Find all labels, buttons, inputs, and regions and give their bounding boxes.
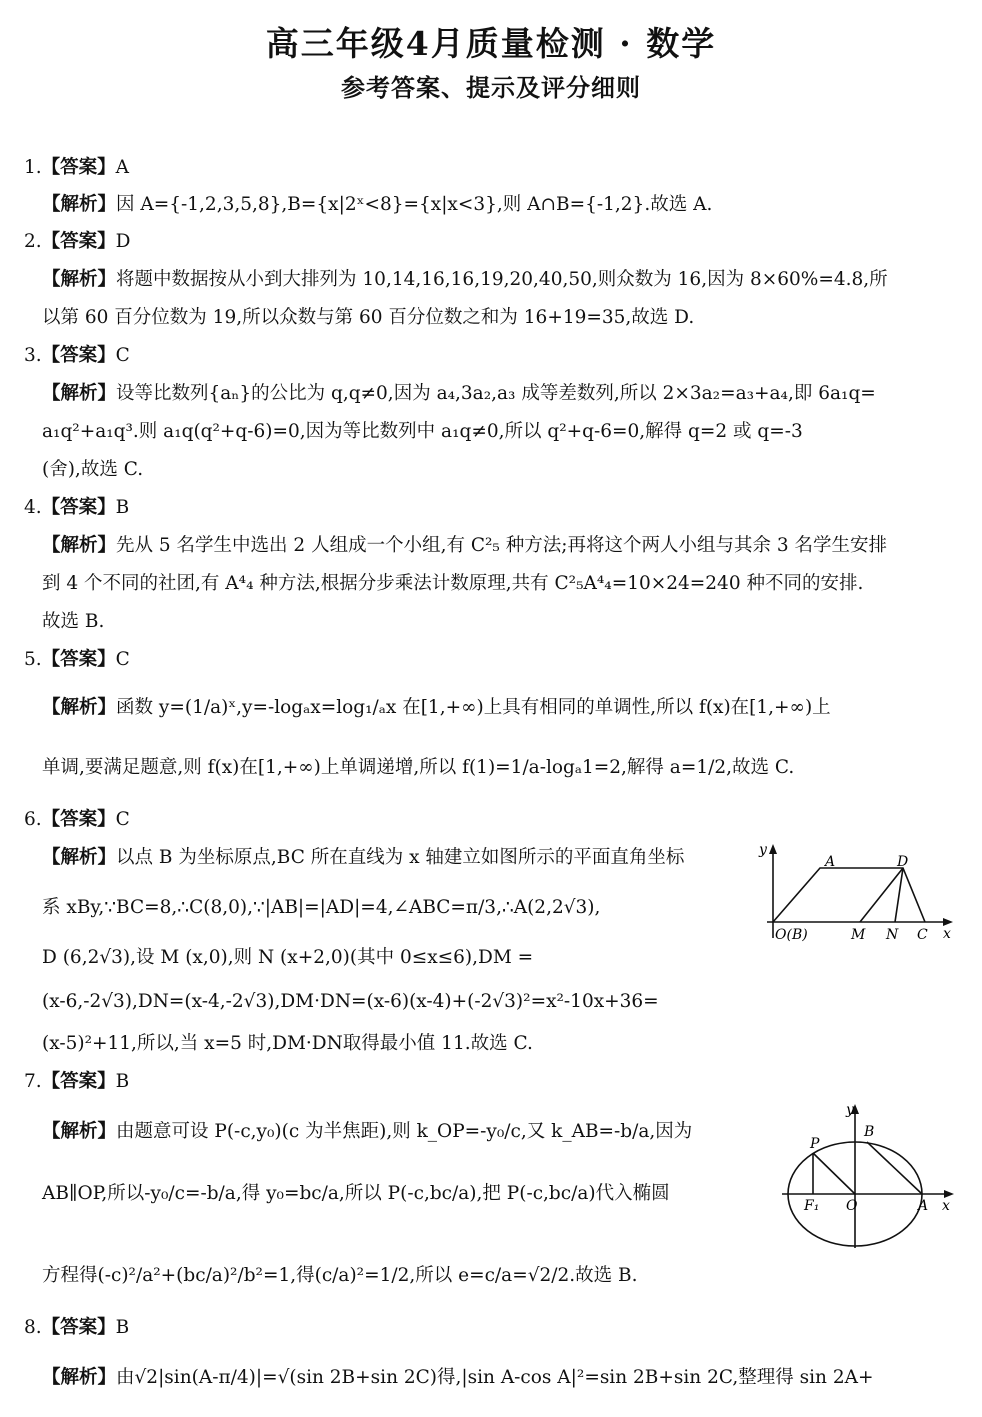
q7-analysis-line2: AB∥OP,所以-y₀/c=-b/a,得 y₀=bc/a,所以 P(-c,bc/a),把 P(-c,bc/a)代入椭圆: [42, 1183, 670, 1204]
q6-analysis-line4: (x-6,-2√3),DN=(x-4,-2√3),DM·DN=(x-6)(x-4)+(-2√3)²=x²-10x+36=: [42, 991, 659, 1012]
question-number: 8.: [24, 1317, 42, 1338]
fig-label-x: x: [942, 1198, 950, 1214]
fig-label-c: C: [917, 927, 928, 943]
q8-answer: [24, 1316, 129, 1340]
answer-label: 【答案】: [41, 157, 116, 178]
q5-analysis: [42, 696, 831, 720]
answer-value: B: [115, 1317, 130, 1338]
fig-label-o: O: [846, 1198, 858, 1214]
answer-label: 【答案】: [41, 345, 116, 366]
answer-value: A: [115, 157, 130, 178]
analysis-text: 由题意可设 P(-c,y₀)(c 为半焦距),则 k_OP=-y₀/c,又 k_AB=-b/a,因为: [116, 1121, 693, 1142]
q3-analysis: [42, 382, 876, 406]
question-number: 4.: [24, 497, 42, 518]
q5-analysis-line2: 单调,要满足题意,则 f(x)在[1,+∞)上单调递增,所以 f(1)=1/a-logₐ1=2,解得 a=1/2,故选 C.: [42, 757, 795, 778]
question-number: 2.: [24, 231, 42, 252]
q2-analysis-line2: 以第 60 百分位数为 19,所以众数与第 60 百分位数之和为 16+19=35,故选 D.: [42, 307, 695, 328]
fig-label-y: y: [846, 1102, 854, 1118]
answer-value: D: [115, 231, 131, 252]
question-number: 7.: [24, 1071, 42, 1092]
question-number: 1.: [24, 157, 42, 178]
analysis-text: 将题中数据按从小到大排列为 10,14,16,16,19,20,40,50,则众数为 16,因为 8×60%=4.8,所: [116, 269, 888, 290]
q2-answer: [24, 230, 131, 254]
analysis-text: 以点 B 为坐标原点,BC 所在直线为 x 轴建立如图所示的平面直角坐标: [116, 847, 685, 868]
answer-value: C: [115, 345, 130, 366]
analysis-label: 【解析】: [42, 1121, 117, 1142]
answer-label: 【答案】: [41, 1071, 116, 1092]
analysis-label: 【解析】: [42, 847, 117, 868]
fig-label-a: A: [918, 1198, 929, 1214]
segment-op: [813, 1153, 855, 1194]
question-number: 6.: [24, 809, 42, 830]
x-arrow: [944, 1190, 954, 1198]
x-arrow: [943, 918, 953, 926]
q7-analysis: [42, 1120, 692, 1144]
fig-label-y: y: [759, 842, 767, 858]
analysis-text: 函数 y=(1/a)ˣ,y=-logₐx=log₁/ₐx 在[1,+∞)上具有相同的单调性,所以 f(x)在[1,+∞)上: [116, 697, 831, 718]
q3-analysis-line2: a₁q²+a₁q³.则 a₁q(q²+q-6)=0,因为等比数列中 a₁q≠0,所以 q²+q-6=0,解得 q=2 或 q=-3: [42, 421, 803, 442]
analysis-text: 设等比数列{aₙ}的公比为 q,q≠0,因为 a₄,3a₂,a₃ 成等差数列,所以 2×3a₂=a₃+a₄,即 6a₁q=: [116, 383, 876, 404]
analysis-text: 由√2|sin(A-π/4)|=√(sin 2B+sin 2C)得,|sin A-cos A|²=sin 2B+sin 2C,整理得 sin 2A+: [116, 1367, 874, 1388]
analysis-label: 【解析】: [42, 697, 117, 718]
page-subtitle: 参考答案、提示及评分细则: [341, 73, 641, 102]
fig-label-m: M: [851, 927, 866, 943]
q6-coordinate-figure: [755, 838, 960, 948]
q4-analysis-line2: 到 4 个不同的社团,有 A⁴₄ 种方法,根据分步乘法计数原理,共有 C²₅A⁴₄=10×24=240 种不同的安排.: [42, 573, 864, 594]
q3-answer: [24, 344, 130, 368]
answer-label: 【答案】: [41, 809, 116, 830]
answer-label: 【答案】: [41, 649, 116, 670]
answer-value: B: [115, 497, 130, 518]
analysis-text: 因 A={-1,2,3,5,8},B={x|2ˣ<8}={x|x<3},则 A∩B={-1,2}.故选 A.: [116, 194, 713, 215]
q1-analysis: [42, 193, 712, 217]
q7-answer: [24, 1070, 129, 1094]
y-arrow: [769, 844, 777, 854]
analysis-label: 【解析】: [42, 535, 117, 556]
fig-label-d: D: [897, 854, 909, 870]
analysis-text: 先从 5 名学生中选出 2 人组成一个小组,有 C²₅ 种方法;再将这个两人小组与其余 3 名学生安排: [116, 535, 887, 556]
q1-answer: [24, 156, 129, 180]
question-number: 3.: [24, 345, 42, 366]
analysis-label: 【解析】: [42, 269, 117, 290]
fig-label-p: P: [810, 1136, 820, 1152]
q3-analysis-line3: (舍),故选 C.: [42, 459, 144, 480]
answer-value: C: [115, 649, 130, 670]
analysis-label: 【解析】: [42, 383, 117, 404]
q4-analysis-line3: 故选 B.: [42, 611, 105, 632]
answer-value: C: [115, 809, 130, 830]
fig-label-a: A: [825, 854, 836, 870]
fig-label-b: B: [864, 1124, 875, 1140]
answer-value: B: [115, 1071, 130, 1092]
q2-analysis: [42, 268, 888, 292]
fig-label-o: O(B): [775, 927, 808, 943]
fig-label-x: x: [943, 926, 951, 942]
q6-analysis-line2: 系 xBy,∵BC=8,∴C(8,0),∵|AB|=|AD|=4,∠ABC=π/3,∴A(2,2√3),: [42, 897, 601, 918]
q8-analysis: [42, 1366, 873, 1390]
fig-label-n: N: [886, 927, 899, 943]
question-number: 5.: [24, 649, 42, 670]
analysis-label: 【解析】: [42, 194, 117, 215]
q6-answer: [24, 808, 130, 832]
q6-analysis-line5: (x-5)²+11,所以,当 x=5 时,DM·DN取得最小值 11.故选 C.: [42, 1033, 533, 1054]
q7-analysis-line3: 方程得(-c)²/a²+(bc/a)²/b²=1,得(c/a)²=1/2,所以 e=c/a=√2/2.故选 B.: [42, 1265, 638, 1286]
answer-label: 【答案】: [41, 231, 116, 252]
q7-ellipse-figure: [780, 1098, 960, 1248]
fig-label-f1: F₁: [804, 1198, 820, 1214]
page-title: 高三年级4月质量检测 · 数学: [265, 24, 717, 63]
q4-answer: [24, 496, 129, 520]
analysis-label: 【解析】: [42, 1367, 117, 1388]
answer-label: 【答案】: [41, 497, 116, 518]
q5-answer: [24, 648, 130, 672]
q4-analysis: [42, 534, 887, 558]
q6-analysis: [42, 846, 684, 870]
q6-analysis-line3: D (6,2√3),设 M (x,0),则 N (x+2,0)(其中 0≤x≤6),DM =: [42, 947, 534, 968]
answer-label: 【答案】: [41, 1317, 116, 1338]
